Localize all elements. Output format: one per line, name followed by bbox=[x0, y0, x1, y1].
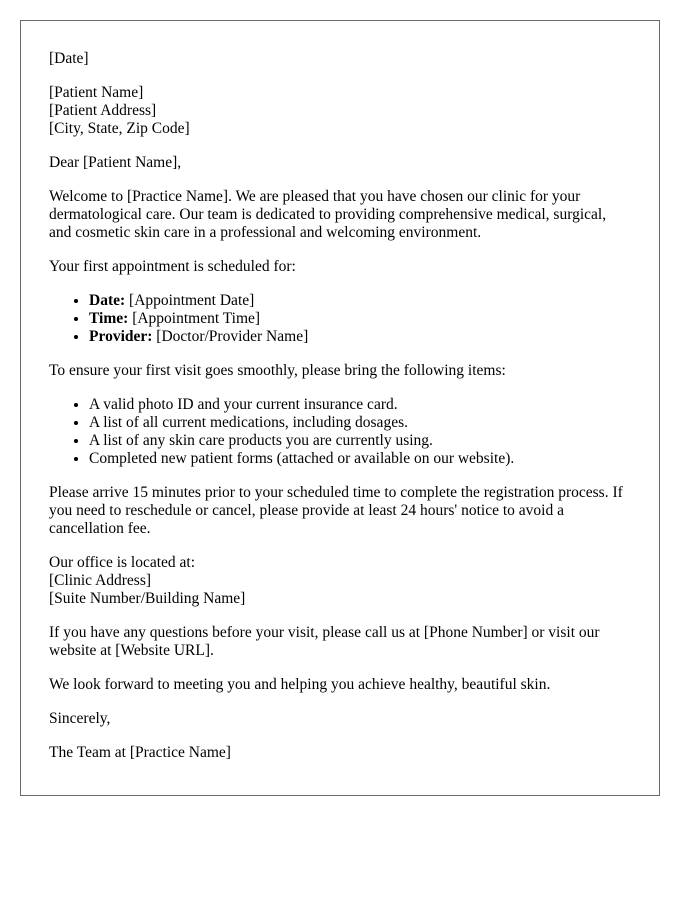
clinic-address: [Clinic Address] bbox=[49, 572, 152, 589]
recipient-city-state-zip: [City, State, Zip Code] bbox=[49, 120, 190, 137]
list-item: • A list of any skin care products you are currently using. bbox=[89, 432, 631, 450]
appointment-time-label: Time: bbox=[89, 310, 129, 327]
appointment-time-value: [Appointment Time] bbox=[128, 310, 261, 327]
arrival-note: Please arrive 15 minutes prior to your scheduled time to complete the registration process. If you need to reschedule or cancel, please provide at least 24 hours' notice to avoid a cancellation fee. bbox=[49, 484, 623, 537]
appointment-details-list bbox=[49, 292, 631, 346]
list-item: • A valid photo ID and your current insurance card. bbox=[89, 396, 631, 414]
bring-items-intro: To ensure your first visit goes smoothly, please bring the following items: bbox=[49, 362, 506, 379]
questions-paragraph: If you have any questions before your visit, please call us at [Phone Number] or visit our website at [Website URL]. bbox=[49, 624, 600, 659]
bring-items-list bbox=[49, 396, 631, 468]
appointment-provider-value: [Doctor/Provider Name] bbox=[152, 328, 309, 345]
signoff: Sincerely, bbox=[49, 710, 111, 727]
closing-line: We look forward to meeting you and helping you achieve healthy, beautiful skin. bbox=[49, 676, 551, 693]
signature: The Team at [Practice Name] bbox=[49, 744, 231, 761]
appointment-date-value: [Appointment Date] bbox=[125, 292, 255, 309]
office-location-block bbox=[49, 554, 631, 608]
recipient-address: [Patient Address] bbox=[49, 102, 157, 119]
list-item bbox=[89, 310, 631, 328]
letter-date: [Date] bbox=[49, 50, 89, 67]
appointment-date-label: Date: bbox=[89, 292, 126, 309]
salutation: Dear [Patient Name], bbox=[49, 154, 182, 171]
list-item bbox=[89, 292, 631, 310]
list-item bbox=[89, 328, 631, 346]
list-item: • A list of all current medications, including dosages. bbox=[89, 414, 631, 432]
letter-page bbox=[20, 20, 660, 796]
suite-number: [Suite Number/Building Name] bbox=[49, 590, 246, 607]
list-item: • Completed new patient forms (attached or available on our website). bbox=[89, 450, 631, 468]
appointment-intro: Your first appointment is scheduled for: bbox=[49, 258, 296, 275]
recipient-name: [Patient Name] bbox=[49, 84, 144, 101]
office-intro: Our office is located at: bbox=[49, 554, 196, 571]
intro-paragraph: Welcome to [Practice Name]. We are pleased that you have chosen our clinic for your dermatological care. Our team is dedicated to providing comprehensive medical, surgical, and cosmetic skin care in a professional and welcoming environment. bbox=[49, 188, 607, 241]
appointment-provider-label: Provider: bbox=[89, 328, 153, 345]
recipient-block bbox=[49, 84, 631, 138]
